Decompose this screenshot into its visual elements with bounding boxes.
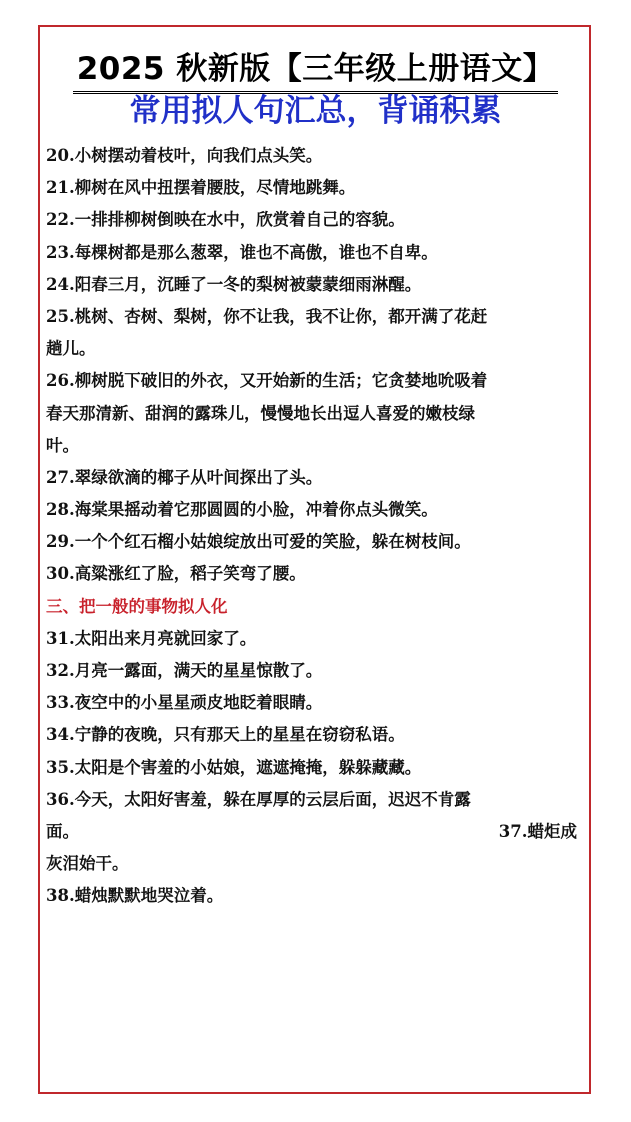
sentence-26: 26.柳树脱下破旧的外衣，又开始新的生活；它贪婪地吮吸着 xyxy=(46,371,488,391)
sentence-29: 29.一个个红石榴小姑娘绽放出可爱的笑脸，躲在树枝间。 xyxy=(46,532,471,552)
title-line-1-text: 2025 秋新版【三年级上册语文】 xyxy=(73,50,559,94)
sentence-25: 25.桃树、杏树、梨树，你不让我，我不让你，都开满了花赶 xyxy=(46,306,488,326)
sentence-23: 23.每棵树都是那么葱翠，谁也不高傲，谁也不自卑。 xyxy=(46,242,438,262)
sentence-24: 24.阳春三月，沉睡了一冬的梨树被蒙蒙细雨淋醒。 xyxy=(46,274,422,294)
sentence-26-end: 叶。 xyxy=(46,435,79,455)
sentence-27: 27.翠绿欲滴的椰子从叶间探出了头。 xyxy=(46,467,323,487)
section-heading: 三、把一般的事物拟人化 xyxy=(46,596,228,616)
sentence-36: 36.今天，太阳好害羞，躲在厚厚的云层后面，迟迟不肯露 xyxy=(46,789,471,809)
sentence-25-cont: 趟儿。 xyxy=(46,339,96,359)
sentence-30: 30.高粱涨红了脸，稻子笑弯了腰。 xyxy=(46,564,306,584)
sentence-26-cont: 春天那清新、甜润的露珠儿，慢慢地长出逗人喜爱的嫩枝绿 xyxy=(46,403,475,423)
sentence-37: 37.蜡炬成 xyxy=(498,821,577,841)
sentence-36-end: 面。 xyxy=(46,821,79,841)
sentence-35: 35.太阳是个害羞的小姑娘，遮遮掩掩，躲躲藏藏。 xyxy=(46,757,422,777)
sentence-37-cont: 灰泪始干。 xyxy=(46,854,129,874)
sentence-34: 34.宁静的夜晚，只有那天上的星星在窃窃私语。 xyxy=(46,725,405,745)
sentence-38: 38.蜡烛默默地哭泣着。 xyxy=(46,886,224,906)
sentence-21: 21.柳树在风中扭摆着腰肢，尽情地跳舞。 xyxy=(46,178,356,198)
sentence-33: 33.夜空中的小星星顽皮地眨着眼睛。 xyxy=(46,693,323,713)
title-line-1 xyxy=(0,50,631,94)
sentence-list xyxy=(46,140,581,913)
sentence-22: 22.一排排柳树倒映在水中，欣赏着自己的容貌。 xyxy=(46,210,405,230)
sentence-36-cont xyxy=(46,816,581,848)
sentence-31: 31.太阳出来月亮就回家了。 xyxy=(46,628,257,648)
title-line-2: 常用拟人句汇总，背诵积累 xyxy=(129,93,502,129)
sentence-28: 28.海棠果摇动着它那圆圆的小脸，冲着你点头微笑。 xyxy=(46,500,438,520)
sentence-32: 32.月亮一露面，满天的星星惊散了。 xyxy=(46,661,323,680)
sentence-20: 20.小树摆动着枝叶，向我们点头笑。 xyxy=(46,146,323,165)
